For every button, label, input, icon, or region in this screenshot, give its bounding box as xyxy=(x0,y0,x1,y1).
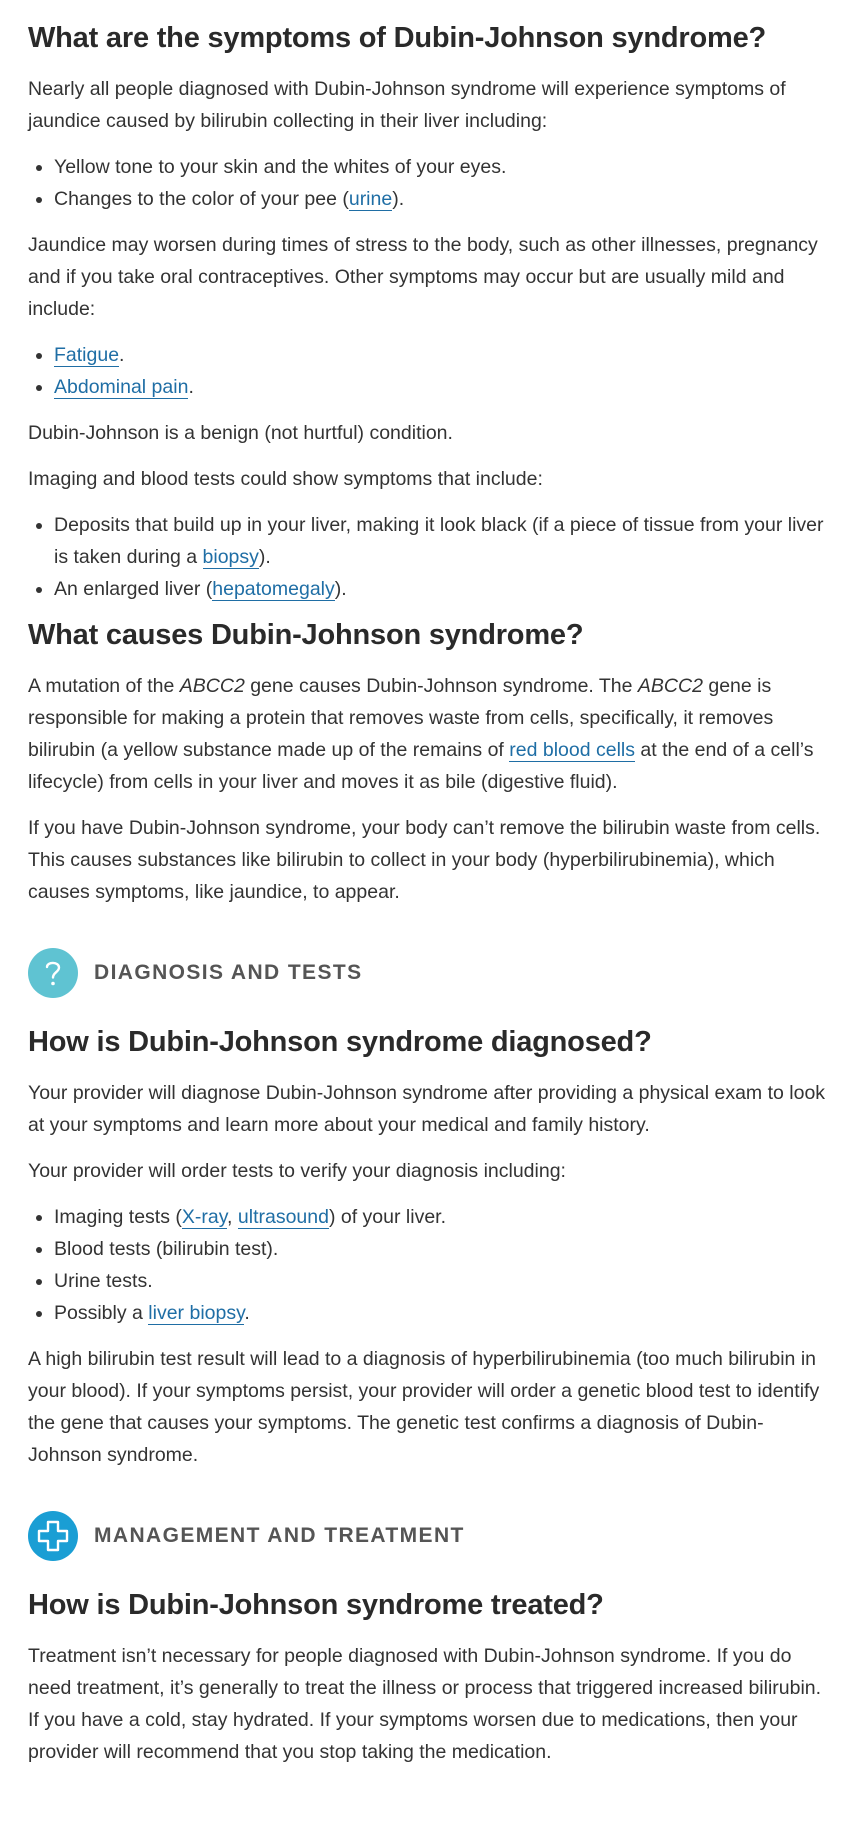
list-item-text: ) of your liver. xyxy=(328,1206,447,1228)
diagnosis-paragraph-1: Your provider will diagnose Dubin-Johnson syndrome after providing a physical exam to look at your symptoms and learn more about your medical and family history. xyxy=(28,1082,826,1136)
list-item-text: . xyxy=(188,376,194,398)
gene-name: ABCC2 xyxy=(179,675,245,697)
urine-link[interactable]: urine xyxy=(348,188,393,210)
list-item xyxy=(54,339,833,371)
ultrasound-link[interactable]: ultrasound xyxy=(237,1206,329,1228)
liver-biopsy-link[interactable]: liver biopsy xyxy=(148,1302,245,1324)
diagnosis-paragraph-2: Your provider will order tests to verify your diagnosis including: xyxy=(28,1160,566,1182)
list-item: • Urine tests. xyxy=(54,1265,833,1297)
list-item xyxy=(54,1297,833,1329)
list-item-text: , xyxy=(227,1206,238,1228)
list-item-text: ). xyxy=(392,188,405,210)
benign-paragraph: Dubin-Johnson is a benign (not hurtful) condition. xyxy=(28,422,453,444)
diagnosis-heading: How is Dubin-Johnson syndrome diagnosed? xyxy=(28,1026,652,1058)
hepatomegaly-link[interactable]: hepatomegaly xyxy=(212,578,335,600)
list-item-text: . xyxy=(244,1302,250,1324)
list-item-text: An enlarged liver ( xyxy=(54,578,213,600)
causes-heading: What causes Dubin-Johnson syndrome? xyxy=(28,619,584,651)
imaging-findings-list xyxy=(28,509,833,605)
list-item-text: Possibly a xyxy=(54,1302,149,1324)
list-item xyxy=(54,1201,833,1233)
causes-paragraph-2: If you have Dubin-Johnson syndrome, your body can’t remove the bilirubin waste from cells. This causes substances like bilirubin to collect in your body (hyperbilirubinemia), which causes symptoms, like jaundice, to appear. xyxy=(28,817,821,903)
biopsy-link[interactable]: biopsy xyxy=(202,546,259,568)
abdominal-pain-link[interactable]: Abdominal pain xyxy=(54,376,189,398)
list-item xyxy=(54,509,833,573)
diagnosis-paragraph-3: A high bilirubin test result will lead to a diagnosis of hyperbilirubinemia (too much bilirubin in your blood). If your symptoms persist, your provider will order a genetic blood test to identify the gene that causes your symptoms. The genetic test confirms a diagnosis of Dubin-Johnson syndrome. xyxy=(28,1348,820,1466)
causes-paragraph-1 xyxy=(28,670,833,798)
question-mark-icon xyxy=(28,948,78,998)
symptoms-heading: What are the symptoms of Dubin-Johnson syndrome? xyxy=(28,22,767,54)
diagnosis-section-header xyxy=(28,948,833,998)
list-item-text: Deposits that build up in your liver, making it look black (if a piece of tissue from your liver is taken during a xyxy=(54,514,824,568)
mild-symptom-list xyxy=(28,339,833,403)
medical-cross-icon xyxy=(28,1511,78,1561)
paragraph-text: gene causes Dubin-Johnson syndrome. The xyxy=(244,675,638,697)
red-blood-cells-link[interactable]: red blood cells xyxy=(509,739,636,761)
paragraph-text: gene is responsible for making a protein that removes waste from cells, specifically, it removes bilirubin (a yellow substance made up of the remains of xyxy=(28,675,774,761)
gene-name: ABCC2 xyxy=(637,675,703,697)
diagnosis-tests-list xyxy=(28,1201,833,1329)
treatment-section-header xyxy=(28,1511,833,1561)
list-item: • Blood tests (bilirubin test). xyxy=(54,1233,833,1265)
list-item-text: Changes to the color of your pee ( xyxy=(54,188,349,210)
jaundice-symptom-list xyxy=(28,151,833,215)
treatment-heading: How is Dubin-Johnson syndrome treated? xyxy=(28,1589,604,1621)
paragraph-text: A mutation of the xyxy=(28,675,180,697)
section-label: MANAGEMENT AND TREATMENT xyxy=(94,1524,465,1547)
section-label: DIAGNOSIS AND TESTS xyxy=(94,961,363,984)
list-item-text: Imaging tests ( xyxy=(54,1206,182,1228)
symptoms-intro: Nearly all people diagnosed with Dubin-Johnson syndrome will experience symptoms of jaundice caused by bilirubin collecting in their liver including: xyxy=(28,78,786,132)
list-item xyxy=(54,183,833,215)
x-ray-link[interactable]: X-ray xyxy=(181,1206,228,1228)
list-item-text: ). xyxy=(334,578,347,600)
treatment-paragraph: Treatment isn’t necessary for people diagnosed with Dubin-Johnson syndrome. If you do need treatment, it’s generally to treat the illness or process that triggered increased bilirubin. If you have a cold, stay hydrated. If your symptoms worsen due to medications, then your provider will recommend that you stop taking the medication. xyxy=(28,1645,822,1763)
jaundice-worsen-paragraph: Jaundice may worsen during times of stress to the body, such as other illnesses, pregnancy and if you take oral contraceptives. Other symptoms may occur but are usually mild and include: xyxy=(28,234,818,320)
list-item xyxy=(54,371,833,403)
list-item-text: . xyxy=(119,344,125,366)
fatigue-link[interactable]: Fatigue xyxy=(54,344,120,366)
imaging-intro-paragraph: Imaging and blood tests could show symptoms that include: xyxy=(28,468,543,490)
list-item-text: ). xyxy=(258,546,271,568)
list-item xyxy=(54,573,833,605)
paragraph-text: at the end of a cell’s lifecycle) from cells in your liver and moves it as bile (digestive fluid). xyxy=(28,739,814,793)
list-item: • Yellow tone to your skin and the whites of your eyes. xyxy=(54,151,833,183)
